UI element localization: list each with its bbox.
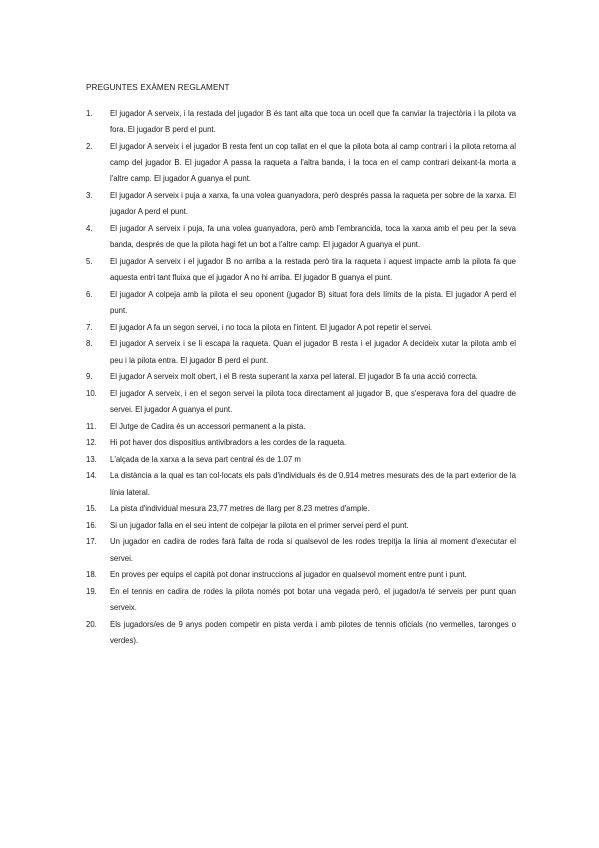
question-item <box>86 419 516 435</box>
question-text: Els jugadors/es de 9 anys poden competir en pista verda i amb pilotes de tennis oficials (no vermelles, taronges o verdes). <box>110 619 516 646</box>
question-number: 8. <box>86 339 93 349</box>
question-number: 11. <box>86 421 97 431</box>
question-number: 12. <box>86 438 97 448</box>
question-number: 20. <box>86 619 97 629</box>
question-number: 10. <box>86 388 97 398</box>
question-number: 7. <box>86 322 93 332</box>
question-text: El jugador A serveix i el jugador B no arriba a la restada però tira la raqueta i aquest impacte amb la pilota fa que aquesta entri tant fluixa que el jugador A no hi arriba. El jugador B guanya el punt. <box>110 256 516 283</box>
question-text: El jugador A fa un segon servei, i no toca la pilota en l'intent. El jugador A pot repetir el servei. <box>110 322 433 332</box>
question-text: Hi pot haver dos dispositius antivibradors a les cordes de la raqueta. <box>110 438 347 448</box>
question-text: Si un jugador falla en el seu intent de colpejar la pilota en el primer servei perd el punt. <box>110 520 409 530</box>
question-item <box>86 468 516 501</box>
question-item <box>86 617 516 650</box>
question-number: 18. <box>86 570 97 580</box>
question-number: 9. <box>86 372 93 382</box>
question-number: 5. <box>86 256 93 266</box>
question-number: 3. <box>86 191 93 201</box>
question-item <box>86 518 516 534</box>
question-item <box>86 435 516 451</box>
question-item <box>86 188 516 221</box>
question-list <box>86 106 516 650</box>
question-text: El jugador A serveix i puja a xarxa, fa una volea guanyadora, però després passa la raqueta per sobre de la xarxa. El jugador A perd el punt. <box>110 191 516 217</box>
question-number: 2. <box>86 141 93 151</box>
question-item <box>86 336 516 369</box>
question-item <box>86 386 516 419</box>
question-item <box>86 254 516 287</box>
question-number: 4. <box>86 223 93 233</box>
question-number: 16. <box>86 520 97 530</box>
question-text: El jugador A serveix, i la restada del jugador B és tant alta que toca un ocell que fa canviar la trajectòria i la pilota va fora. El jugador B perd el punt. <box>110 109 516 135</box>
question-number: 6. <box>86 289 93 299</box>
question-item <box>86 534 516 567</box>
question-text: El Jutge de Cadira és un accessori permanent a la pista. <box>110 421 306 431</box>
question-number: 17. <box>86 537 97 547</box>
question-text: El jugador A serveix i se li escapa la raqueta. Quan el jugador B resta i el jugador A decideix xutar la pilota amb el peu i la pilota entra. El jugador B perd el punt. <box>110 339 516 365</box>
question-number: 15. <box>86 504 97 514</box>
question-item <box>86 320 516 336</box>
question-text: L'alçada de la xarxa a la seva part central és de 1.07 m <box>110 454 301 464</box>
question-item <box>86 567 516 583</box>
question-text: El jugador A serveix, i en el segon servei la pilota toca directament al jugador B, que s'esperava fora del quadre de servei. El jugador A guanya el punt. <box>110 388 516 415</box>
question-text: La distància a la qual es tan col·locats els pals d'individuals és de 0.914 metres mesurats des de la part exterior de la línia lateral. <box>110 471 516 497</box>
question-number: 13. <box>86 454 97 464</box>
question-number: 1. <box>86 109 93 118</box>
question-text: Un jugador en cadira de rodes farà falta de roda si qualsevol de les rodes trepitja la línia al moment d'executar el servei. <box>110 537 516 563</box>
question-item <box>86 584 516 617</box>
question-number: 14. <box>86 471 97 481</box>
question-item <box>86 139 516 188</box>
question-item <box>86 221 516 254</box>
question-text: En el tennis en cadira de rodes la pilota només pot botar una vegada però, el jugador/a té serveis per punt quan serveix. <box>110 586 516 613</box>
question-text: En proves per equips el capità pot donar instruccions al jugador en qualsevol moment entre punt i punt. <box>110 570 467 580</box>
question-text: El jugador A colpeja amb la pilota el seu oponent (jugador B) situat fora dels límits de la pista. El jugador A perd el punt. <box>110 289 516 316</box>
question-text: La pista d'individual mesura 23,77 metres de llarg per 8.23 metres d'ample. <box>110 504 370 514</box>
question-item <box>86 452 516 468</box>
question-text: El jugador A serveix molt obert, i el B resta superant la xarxa pel lateral. El jugador B fa una acció correcta. <box>110 372 478 382</box>
question-item <box>86 369 516 385</box>
question-item <box>86 501 516 517</box>
question-text: El jugador A serveix i el jugador B resta fent un cop tallat en el que la pilota bota al camp contrari i la pilota retorna al camp del jugador B. El jugador A passa la raqueta a l'altra banda, i la toca en el camp contrari deixant-la morta a l'altre camp. El jugador A guanya el punt. <box>110 141 516 184</box>
question-number: 19. <box>86 586 97 596</box>
document-title: PREGUNTES EXÀMEN REGLAMENT <box>86 83 230 92</box>
question-item <box>86 106 516 139</box>
question-item <box>86 287 516 320</box>
question-text: El jugador A serveix i puja, fa una volea guanyadora, però amb l'embrancida, toca la xarxa amb el peu per la seva banda, després de que la pilota hagi fet un bot a l'altre camp. El jugador A guanya el punt. <box>110 223 516 250</box>
